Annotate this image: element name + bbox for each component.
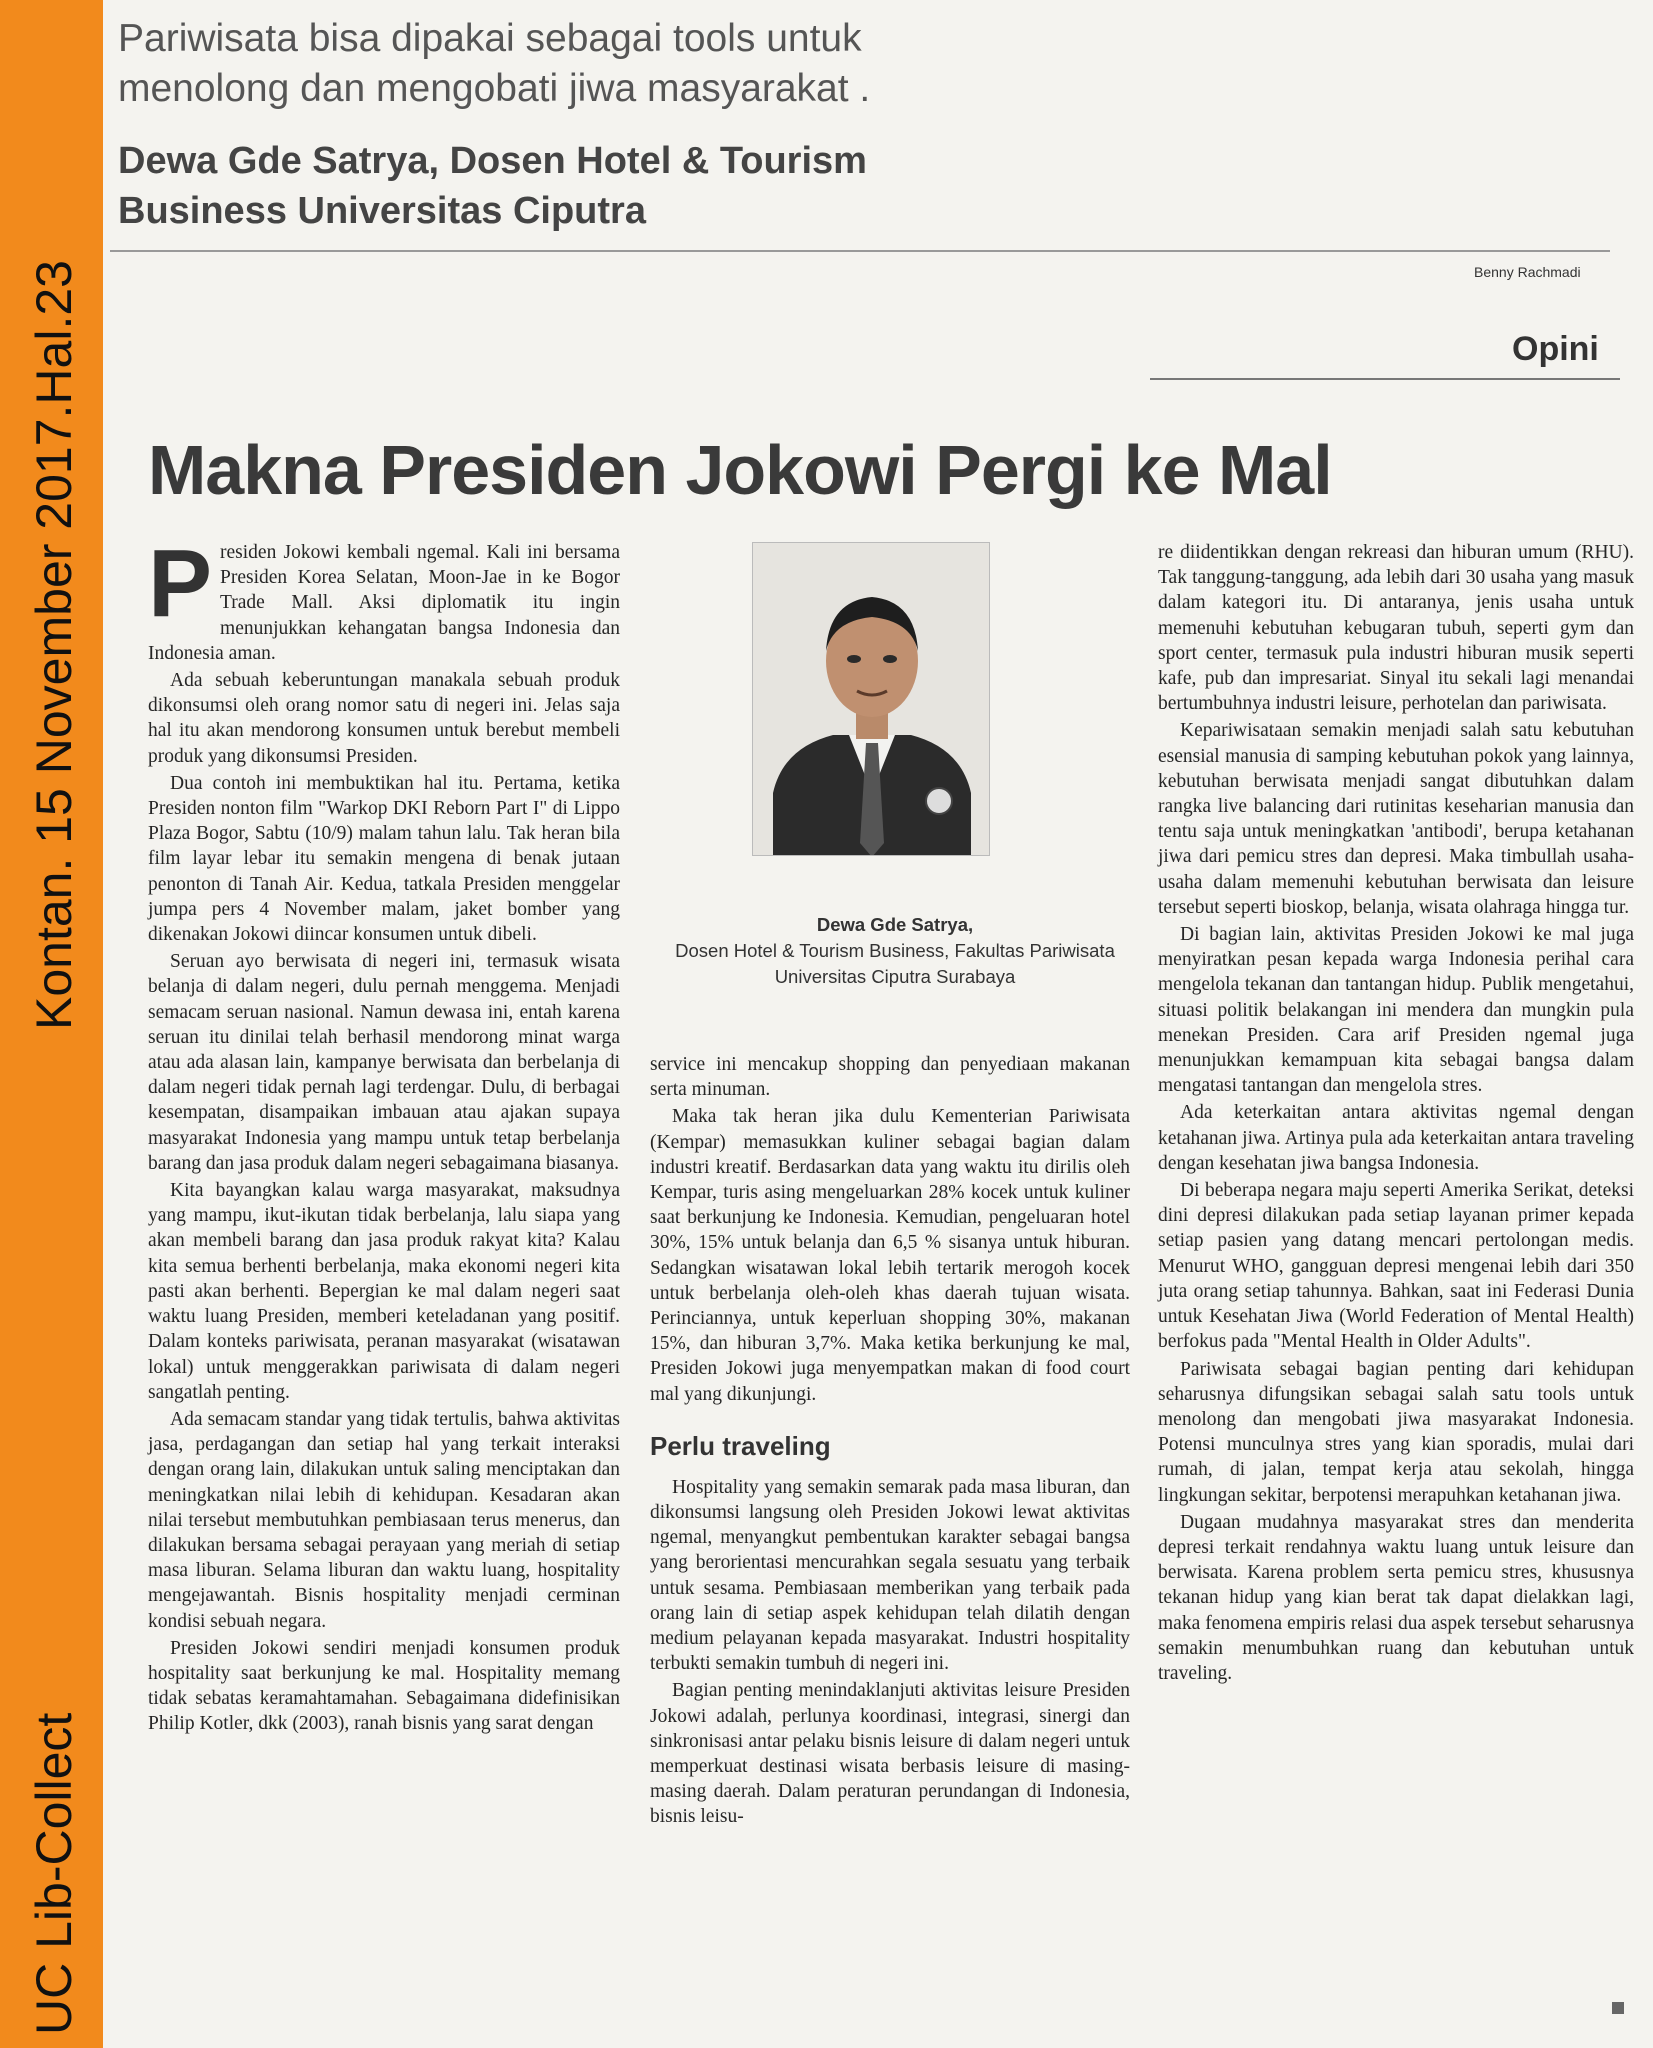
article-paragraph: Hospitality yang semakin semarak pada masa liburan, dan dikonsumsi langsung oleh Presiden Jokowi lewat aktivitas ngemal, menyangkut pembentukan karakter sebagai bangsa yang berorientasi mencurahkan segala sesuatu yang terbaik untuk sesama. Pembiasaan memberikan yang terbaik pada orang lain di setiap aspek kehidupan telah dilatih dengan medium pelayanan kepada masyarakat. Industri hospitality terbukti semakin tumbuh di negeri ini.	[650, 1476, 1130, 1675]
source-sidebar	[0, 0, 103, 2048]
article-paragraph: Di beberapa negara maju seperti Amerika Serikat, deteksi dini depresi dilakukan pada setiap layanan primer kepada setiap pasien yang datang mencari pertolongan medis. Menurut WHO, gangguan depresi mengenai lebih dari 350 juta orang setiap tahunnya. Bahkan, saat ini Federasi Dunia untuk Kesehatan Jiwa (World Federation of Mental Health) berfokus pada "Mental Health in Older Adults".	[1158, 1180, 1634, 1353]
section-divider	[1150, 378, 1620, 380]
subheading: Perlu traveling	[650, 1430, 831, 1461]
author-byline: Dewa Gde Satrya, Dosen Hotel & Tourism Business Universitas Ciputra	[118, 140, 867, 232]
article-paragraph: Presiden Jokowi sendiri menjadi konsumen produk hospitality saat berkunjung ke mal. Hospitality memang tidak sebatas keramahtamahan. Sebagaimana didefinisikan Philip Kotler, dkk (2003), ranah bisnis yang sarat dengan	[148, 1637, 620, 1735]
caption-name: Dewa Gde Satrya,	[816, 914, 974, 935]
article-paragraph: Ada sebuah keberuntungan manakala sebuah produk dikonsumsi oleh orang nomor satu di negeri ini. Jelas saja hal itu akan mendorong konsumen untuk berebut membeli produk yang dikonsumsi Presiden.	[148, 670, 620, 767]
author-photo	[752, 542, 990, 856]
author-portrait-image	[753, 543, 990, 856]
article-paragraph: Presiden Jokowi kembali ngemal. Kali ini bersama Presiden Korea Selatan, Moon-Jae in ke Bogor Trade Mall. Aksi diplomatik itu ingin menunjukkan kehangatan bangsa Indonesia dan Indonesia aman.	[148, 530, 620, 664]
article-paragraph: Maka tak heran jika dulu Kementerian Pariwisata (Kempar) memasukkan kuliner sebagai bagian dalam industri kreatif. Berdasarkan data yang waktu itu dirilis oleh Kempar, turis asing mengeluarkan 28% kocek untuk kuliner saat berkunjung ke Indonesia. Kemudian, pengeluaran hotel 30%, 15% untuk belanja dan 6,5 % sisanya untuk hiburan. Sedangkan wisatawan lokal lebih tertarik merogoh kocek untuk berbelanja oleh-oleh khas daerah tujuan wisata. Perinciannya, untuk keperluan shopping 30%, makanan 15%, dan hiburan 3,7%. Maka ketika berkunjung ke mal, Presiden Jokowi juga menyempatkan makan di food court mal yang dikunjungi.	[650, 1106, 1130, 1405]
article-paragraph: Seruan ayo berwisata di negeri ini, termasuk wisata belanja di dalam negeri, dulu pernah menggema. Menjadi semacam seruan nasional. Namun dewasa ini, entah karena seruan itu dinilai telah berhasil mendorong minat warga atau ada alasan lain, kampanye berwisata dan berbelanja di dalam negeri tidak pernah lagi terdengar. Dulu, di berbagai kesempatan, disampaikan imbauan atau ajakan supaya masyarakat Indonesia yang mampu untuk tetap berbelanja barang dan jasa produk dalam negeri sebagaimana biasanya.	[148, 951, 620, 1174]
section-label: Opini	[1512, 330, 1599, 368]
article-paragraph: Pariwisata sebagai bagian penting dari kehidupan seharusnya difungsikan sebagai salah satu tools untuk menolong dan mengobati jiwa masyarakat Indonesia. Potensi munculnya stres yang kian sporadis, mulai dari rumah, di jalan, tempat kerja atau sekolah, hingga lingkungan sekitar, berpotensi merapuhkan ketahanan jiwa.	[1158, 1358, 1634, 1506]
article-paragraph: Bagian penting menindaklanjuti aktivitas leisure Presiden Jokowi adalah, perlunya koordinasi, integrasi, sinergi dan sinkronisasi antar pelaku bisnis leisure di dalam negeri untuk memperkuat destinasi wisata berbasis leisure di masing-masing daerah. Dalam peraturan perundangan di Indonesia, bisnis leisu-	[650, 1680, 1130, 1828]
source-citation: Kontan. 15 November 2017.Hal.23	[26, 260, 82, 1030]
article-column-2	[650, 1052, 1130, 1832]
article-paragraph: service ini mencakup shopping dan penyediaan makanan serta minuman.	[650, 1054, 1130, 1101]
article-paragraph: Dugaan mudahnya masyarakat stres dan menderita depresi terkait rendahnya waktu luang untuk leisure dan berwisata. Karena problem serta pemicu stres, khususnya tekanan hidup yang kian berat tak dapat dielakkan lagi, maka fenomena empiris relasi dua aspek tersebut seharusnya semakin menumbuhkan ruang dan kebutuhan untuk traveling.	[1158, 1511, 1634, 1684]
article-paragraph: Di bagian lain, aktivitas Presiden Jokowi ke mal juga menyiratkan pesan kepada warga Indonesia perihal cara mengelola tekanan dan tantangan hidup. Publik mengetahui, situasi politik belakangan ini mendera dan mungkin pula menekan Presiden. Cara arif Presiden ngemal juga menunjukkan kemampuan kita sebagai bangsa dalam mengatasi tantangan dan mengelola stres.	[1158, 924, 1634, 1097]
article-headline: Makna Presiden Jokowi Pergi ke Mal	[148, 431, 1332, 509]
article-paragraph: Kita bayangkan kalau warga masyarakat, maksudnya yang mampu, ikut-ikutan tidak berbelanja, lalu siapa yang akan membeli barang dan jasa produk rakyat kita? Kalau kita semua berhenti berbelanja, maka ekonomi negeri kita pasti akan berhenti. Bepergian ke mal dalam negeri saat waktu luang Presiden, memberi keteladanan yang positif. Dalam konteks pariwisata, peranan masyarakat (wisatawan lokal) untuk menggerakkan pariwisata di dalam negeri sangatlah penting.	[148, 1180, 620, 1403]
dropcap: P	[148, 530, 213, 637]
article-column-3	[1158, 540, 1634, 1688]
article-column-1	[148, 530, 620, 1739]
article-paragraph: Ada semacam standar yang tidak tertulis, bahwa aktivitas jasa, perdagangan dan setiap hal yang terkait interaksi dengan orang lain, dilakukan untuk saling menciptakan dan meningkatkan nilai lebih di kehidupan. Kesadaran akan nilai tersebut membutuhkan pembiasaan terus menerus, dan dilakukan bersama sebagai perayaan yang meriah di setiap masa liburan. Selama liburan dan waktu luang, hospitality mengejawantah. Bisnis hospitality menjadi cerminan kondisi sebuah negara.	[148, 1408, 620, 1632]
collection-label: UC Lib-Collect	[26, 1712, 82, 2035]
article-paragraph: Dua contoh ini membuktikan hal itu. Pertama, ketika Presiden nonton film "Warkop DKI Reborn Part I" di Lippo Plaza Bogor, Sabtu (10/9) malam tahun lalu. Tak heran bila film layar lebar itu semakin mengena di benak jutaan penonton di Tanah Air. Kedua, tatkala Presiden menggelar jumpa pers 4 November malam, jaket bomber yang dikenakan Jokowi diincar konsumen untuk dibeli.	[148, 772, 620, 946]
article-paragraph: Kepariwisataan semakin menjadi salah satu kebutuhan esensial manusia di samping kebutuhan pokok yang lainnya, kebutuhan berwisata menjadi sangat dibutuhkan dalam rangka live balancing dari rutinitas keseharian manusia dan tentu saja untuk meningkatkan 'antibodi', berupa ketahanan jiwa dari pemicu stres dan depresi. Maka timbullah usaha-usaha dalam memenuhi kebutuhan berwisata dan leisure tersebut seperti bioskop, belanja, wisata olahraga hingga tur.	[1158, 720, 1634, 918]
photo-credit: Benny Rachmadi	[1474, 264, 1581, 280]
end-mark	[1612, 2002, 1624, 2014]
article-paragraph: Ada keterkaitan antara aktivitas ngemal dengan ketahanan jiwa. Artinya pula ada keterkaitan antara traveling dengan kesehatan jiwa bangsa Indonesia.	[1158, 1102, 1634, 1174]
caption-role: Dosen Hotel & Tourism Business, Fakultas Pariwisata Universitas Ciputra Surabaya	[675, 940, 1115, 987]
article-paragraph: re diidentikkan dengan rekreasi dan hiburan umum (RHU). Tak tanggung-tanggung, ada lebih dari 30 usaha yang masuk dalam kategori itu. Di antaranya, jenis usaha untuk memenuhi kebutuhan kebugaran tubuh, seperti gym dan sport center, termasuk pula industri hiburan musik seperti kafe, pub dan impresariat. Sinyal itu sekali lagi menandai bertumbuhnya industri leisure, perhotelan dan pariwisata.	[1158, 542, 1634, 715]
divider	[110, 250, 1610, 252]
photo-caption	[660, 912, 1130, 990]
pull-quote: Pariwisata bisa dipakai sebagai tools untuk menolong dan mengobati jiwa masyarakat .	[118, 17, 871, 110]
